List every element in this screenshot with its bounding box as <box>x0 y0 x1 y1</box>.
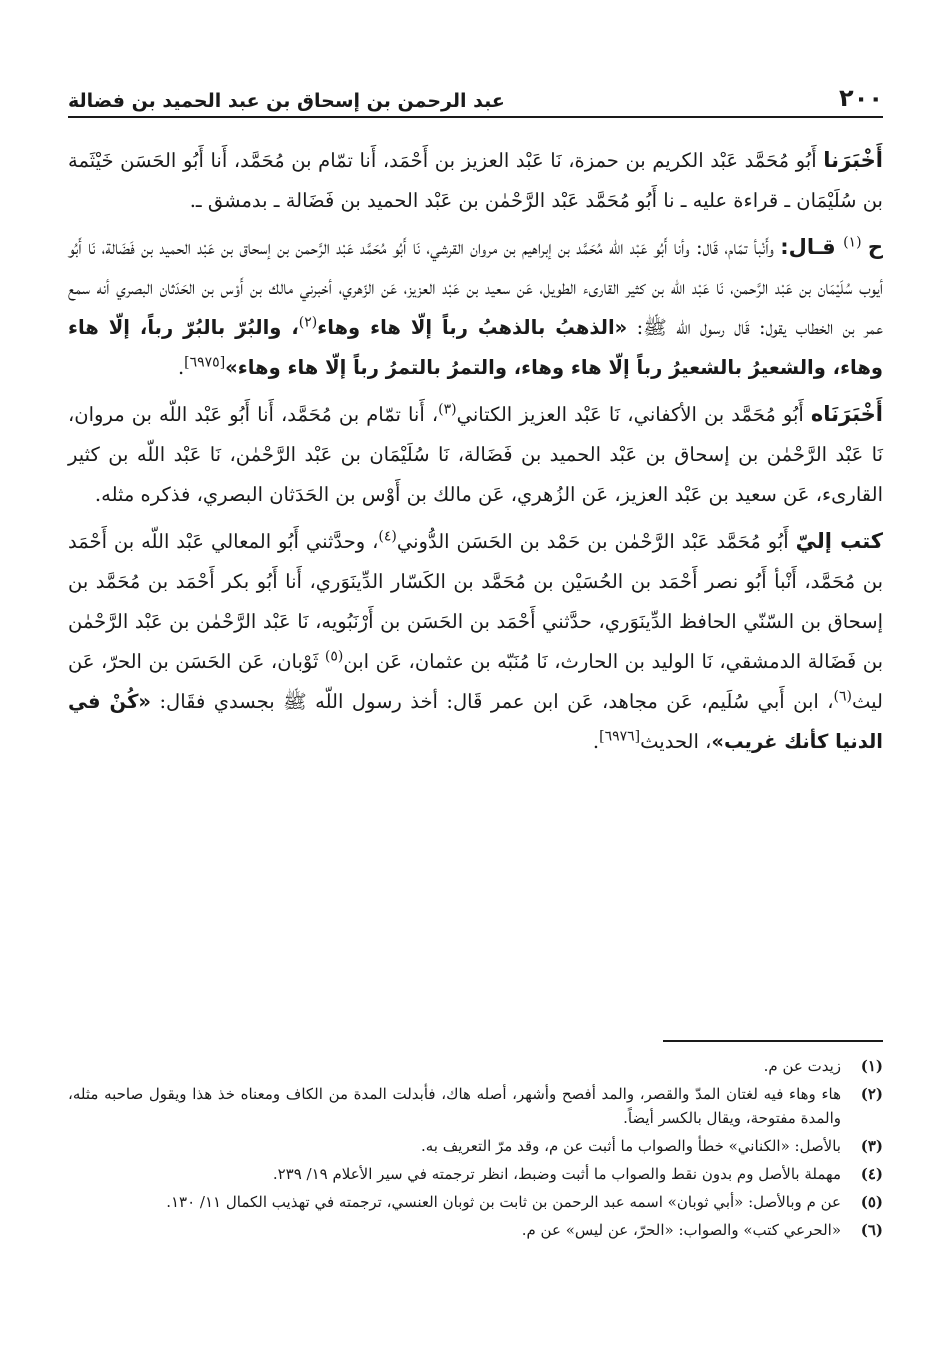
footnote-ref-5: (٥) <box>324 648 344 665</box>
footnote-text: «الحرعي كتب» والصواب: «الحرّ، عن ليس» عن م. <box>521 1221 841 1239</box>
footnote-4 <box>68 1162 883 1186</box>
paragraph-1-lead: أَخْبَرَنا <box>823 148 883 172</box>
running-title: عبد الرحمن بن إسحاق بن عبد الحميد بن فضالة <box>68 90 505 112</box>
paragraph-3 <box>68 394 883 515</box>
footnote-5 <box>68 1190 883 1214</box>
paragraph-4-text-b: ، وحدَّثني أَبُو المعالي عَبْد اللّه بن أَحْمَد بن مُحَمَّد، أَنْبأ أَبُو نصر أَحْمَد بن الحُسَيْن بن مُحَمَّد بن الكَسّار الدِّينَوَري، أَنا أَبُو بكر أَحْمَد بن مُحَمَّد بن إسحاق بن السّنّي الحافظ الدِّينَوَري، حدَّثني أَحْمَد بن الحَسَن بن أَرْنَبُويه، نَا عَبْد الرَّحْمٰن بن عَبْد الرَّحْمٰن بن فَضَالة الدمشقي، نَا الوليد بن الحارث، نَا مُنَبّه بن عثمان، عَن ابن <box>68 530 884 673</box>
footnote-text: عن م وبالأصل: «أبي ثوبان» اسمه عبد الرحمن بن ثابت بن ثوبان العنسي، ترجمته في تهذيب الكمال ١١/ ١٣٠. <box>166 1193 841 1211</box>
footnote-number: (٣) <box>860 1137 883 1155</box>
hadith-number-6976: [٦٩٧٦] <box>599 728 641 745</box>
paragraph-2 <box>68 227 883 388</box>
footnote-text: بالأصل: «الكناني» خطأ والصواب ما أثبت عن م، وقد مرّ التعريف به. <box>421 1137 841 1155</box>
main-text <box>68 140 883 768</box>
hadith-text-1a: «الذهبُ بالذهبُ رباً إلّا هاء وهاء <box>317 316 628 339</box>
hadith-text-1b: ، والبُرّ بالبُرّ رباً، إلّا هاء وهاء، والشعيرُ بالشعيرُ رباً إلّا هاء وهاء، والتمرُ بالتمرُ رباً إلّا هاء وهاء» <box>68 316 883 379</box>
footnote-ref-3: (٣) <box>438 401 457 418</box>
paragraph-4-text-c: ثَوْبان، عَن الحَسَن بن الحرّ، عَن ليث <box>68 650 883 713</box>
paragraph-2-end: . <box>177 356 185 379</box>
footnote-number: (٤) <box>860 1165 883 1183</box>
paragraph-2-lead: قـال: <box>780 235 844 259</box>
footnote-number: (٦) <box>860 1221 883 1239</box>
paragraph-3-text-a: أَبُو مُحَمَّد بن الأكفاني، نَا عَبْد العزيز الكتاني <box>456 403 811 426</box>
hadith-text-2: «كُنْ في الدنيا كأنك غريب» <box>68 690 883 753</box>
footnotes <box>68 1054 883 1246</box>
paragraph-1 <box>68 140 883 221</box>
footnote-number: (١) <box>860 1057 883 1075</box>
paragraph-1-text: أَبُو مُحَمَّد عَبْد الكريم بن حمزة، نَا عَبْد العزيز بن أَحْمَد، أَنا تمّام بن مُحَمَّد، أَنا أَبُو الحَسَن خَيْثَمة بن سُلَيْمَان ـ قراءة عليه ـ نا أَبُو مُحَمَّد عَبْد الرَّحْمٰن بن عَبْد الحميد بن فَضَالة ـ بدمشق ـ. <box>68 149 883 212</box>
footnote-1 <box>68 1054 883 1078</box>
paragraph-4-end: . <box>592 730 600 753</box>
footnote-6 <box>68 1218 883 1242</box>
footnote-ref-4: (٤) <box>378 528 397 545</box>
page-number: ٢٠٠ <box>839 84 883 112</box>
paragraph-4-text-d: ، ابن أَبي سُلَيم، عَن مجاهد، عَن ابن عمر قَال: أخذ رسول اللّه ﷺ بجسدي فقَال: <box>151 690 834 713</box>
paragraph-2-prefix: ح <box>867 235 883 259</box>
paragraph-4-lead: كتب إليّ <box>795 529 884 553</box>
paragraph-2-text: وأَنْبأ تمّام، قَال: وأنا أَبُو عَبْد اللّه مُحَمَّد بن إبراهيم بن مروان القرشي، نَا أَبُو مُحَمَّد عَبْد الرَّحمن بن إسحاق بن عَبْد الحميد بن فَضَالة، نَا أَبُو أيوب سُلَيْمَان بن عَبْد الرَّحمن، نَا عَبْد اللّه بن كثير القارىء الطويل، عَن سعيد بن عَبْد العزيز، عَن الزّهري، أخبرني مالك بن أَوْس بن الحَدَثان البصري أنه سمع عمر بن الخطاب يقول: قَال رسول اللّه ﷺ: <box>68 236 884 339</box>
footnote-text: زيدت عن م. <box>763 1057 841 1075</box>
footnote-text: مهملة بالأصل وم بدون نقط والصواب ما أثبت وضبط، انظر ترجمته في سير الأعلام ١٩/ ٢٣٩. <box>272 1165 841 1183</box>
paragraph-3-lead: أَخْبَرَنَاه <box>810 402 883 426</box>
paragraph-4 <box>68 521 883 762</box>
footnote-ref-2: (٢) <box>298 314 318 331</box>
paragraph-4-text-a: أَبُو مُحَمَّد عَبْد الرَّحْمٰن بن حَمْد بن الحَسَن الدُّوني <box>396 530 796 553</box>
hadith-number-6975: [٦٩٧٥] <box>184 354 226 371</box>
footnote-number: (٥) <box>860 1193 883 1211</box>
footnote-ref-6: (٦) <box>833 688 852 705</box>
footnote-text: هاء وهاء فيه لغتان المدّ والقصر، والمد أفصح وأشهر، أصله هاك، فأبدلت المدة من الكاف ومعناه خذ هذا ويقول صاحبه مثله، والمدة مفتوحة، ويقال بالكسر أيضاً. <box>68 1085 841 1127</box>
footnote-number: (٢) <box>860 1085 883 1103</box>
footnote-2 <box>68 1082 883 1130</box>
running-header <box>68 78 883 118</box>
footnote-ref-1: (١) <box>843 234 862 251</box>
footnote-3 <box>68 1134 883 1158</box>
paragraph-4-text-e: ، الحديث <box>640 730 712 753</box>
footnote-divider <box>663 1040 883 1042</box>
paragraph-3-text-b: ، أَنا تمّام بن مُحَمَّد، أَنا أَبُو عَبْد اللّه بن مروان، نَا عَبْد الرَّحْمٰن بن إسحاق بن عَبْد الحميد بن فَضَالة، نَا سُلَيْمَان بن عَبْد الرَّحْمٰن، نَا عَبْد اللّه بن كثير القارىء، عَن سعيد بن عَبْد العزيز، عَن الزُهري، عَن مالك بن أَوْس بن الحَدَثان البصري، فذكره مثله. <box>68 403 883 506</box>
